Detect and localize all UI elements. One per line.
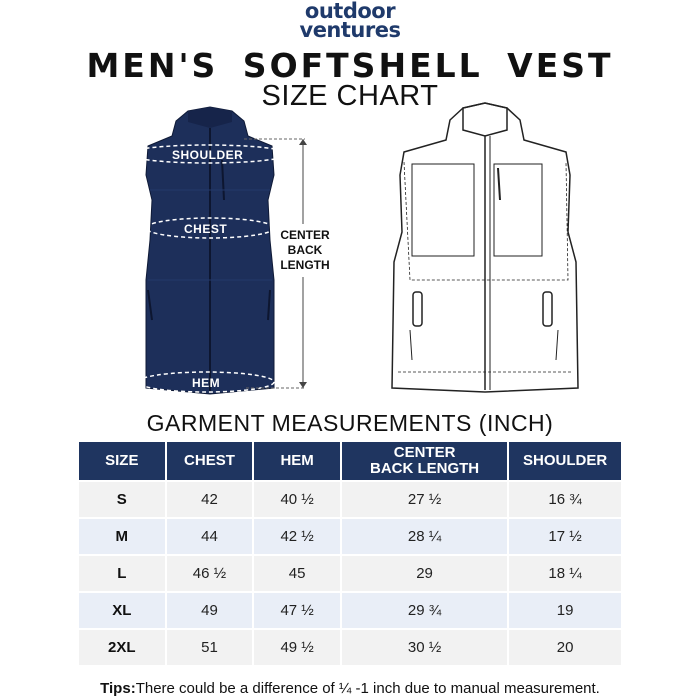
table-row: [79, 482, 621, 517]
header-size: SIZE: [79, 442, 165, 480]
cell-center-back-length: 28 ¼: [342, 519, 507, 554]
hem-label: HEM: [192, 376, 221, 390]
tips-label: Tips:: [100, 680, 136, 697]
brand-line-2: ventures: [299, 18, 401, 42]
cell-size: S: [79, 482, 165, 517]
table-title: GARMENT MEASUREMENTS (INCH): [146, 410, 554, 436]
cell-chest: 51: [167, 630, 253, 665]
cell-hem: 40 ½: [254, 482, 340, 517]
cbl-line-3: LENGTH: [280, 258, 330, 272]
table-row: [79, 556, 621, 591]
cell-chest: 44: [167, 519, 253, 554]
table-row: [79, 630, 621, 665]
shoulder-label: SHOULDER: [172, 148, 244, 162]
header-chest: CHEST: [167, 442, 253, 480]
header-cbl-line-2: BACK LENGTH: [369, 460, 480, 477]
page-title: MEN'S SOFTSHELL VEST: [86, 46, 614, 85]
cell-shoulder: 20: [509, 630, 621, 665]
vest-illustrations: [0, 100, 700, 400]
cell-size: L: [79, 556, 165, 591]
cell-shoulder: 18 ¼: [509, 556, 621, 591]
cell-size: M: [79, 519, 165, 554]
table-row: [79, 593, 621, 628]
header-hem: HEM: [254, 442, 340, 480]
cell-chest: 42: [167, 482, 253, 517]
cell-chest: 49: [167, 593, 253, 628]
header-cbl-line-1: CENTER: [393, 444, 456, 461]
cell-shoulder: 16 ¾: [509, 482, 621, 517]
cbl-line-2: BACK: [287, 243, 323, 257]
cell-size: XL: [79, 593, 165, 628]
outline-vest-drawing: [392, 103, 578, 392]
cbl-line-1: CENTER: [280, 228, 330, 242]
cell-center-back-length: 29 ¾: [342, 593, 507, 628]
cell-chest: 46 ½: [167, 556, 253, 591]
brand-line-1: outdoor: [304, 0, 396, 23]
center-back-length-label: [272, 228, 338, 273]
cell-hem: 45: [254, 556, 340, 591]
tips-note: [0, 680, 700, 697]
cell-center-back-length: 30 ½: [342, 630, 507, 665]
tips-text: There could be a difference of ¼ -1 inch due to manual measurement.: [135, 680, 600, 697]
cell-size: 2XL: [79, 630, 165, 665]
cell-hem: 42 ½: [254, 519, 340, 554]
table-header-row: [79, 442, 621, 480]
page-subtitle: SIZE CHART: [261, 80, 439, 112]
cell-center-back-length: 29: [342, 556, 507, 591]
chest-label: CHEST: [184, 222, 228, 236]
size-table: [77, 440, 623, 667]
cell-hem: 49 ½: [254, 630, 340, 665]
header-shoulder: SHOULDER: [509, 442, 621, 480]
cell-center-back-length: 27 ½: [342, 482, 507, 517]
cell-hem: 47 ½: [254, 593, 340, 628]
cell-shoulder: 17 ½: [509, 519, 621, 554]
brand-logo: [0, 2, 700, 40]
cell-shoulder: 19: [509, 593, 621, 628]
header-center-back-length: [342, 442, 507, 480]
table-row: [79, 519, 621, 554]
